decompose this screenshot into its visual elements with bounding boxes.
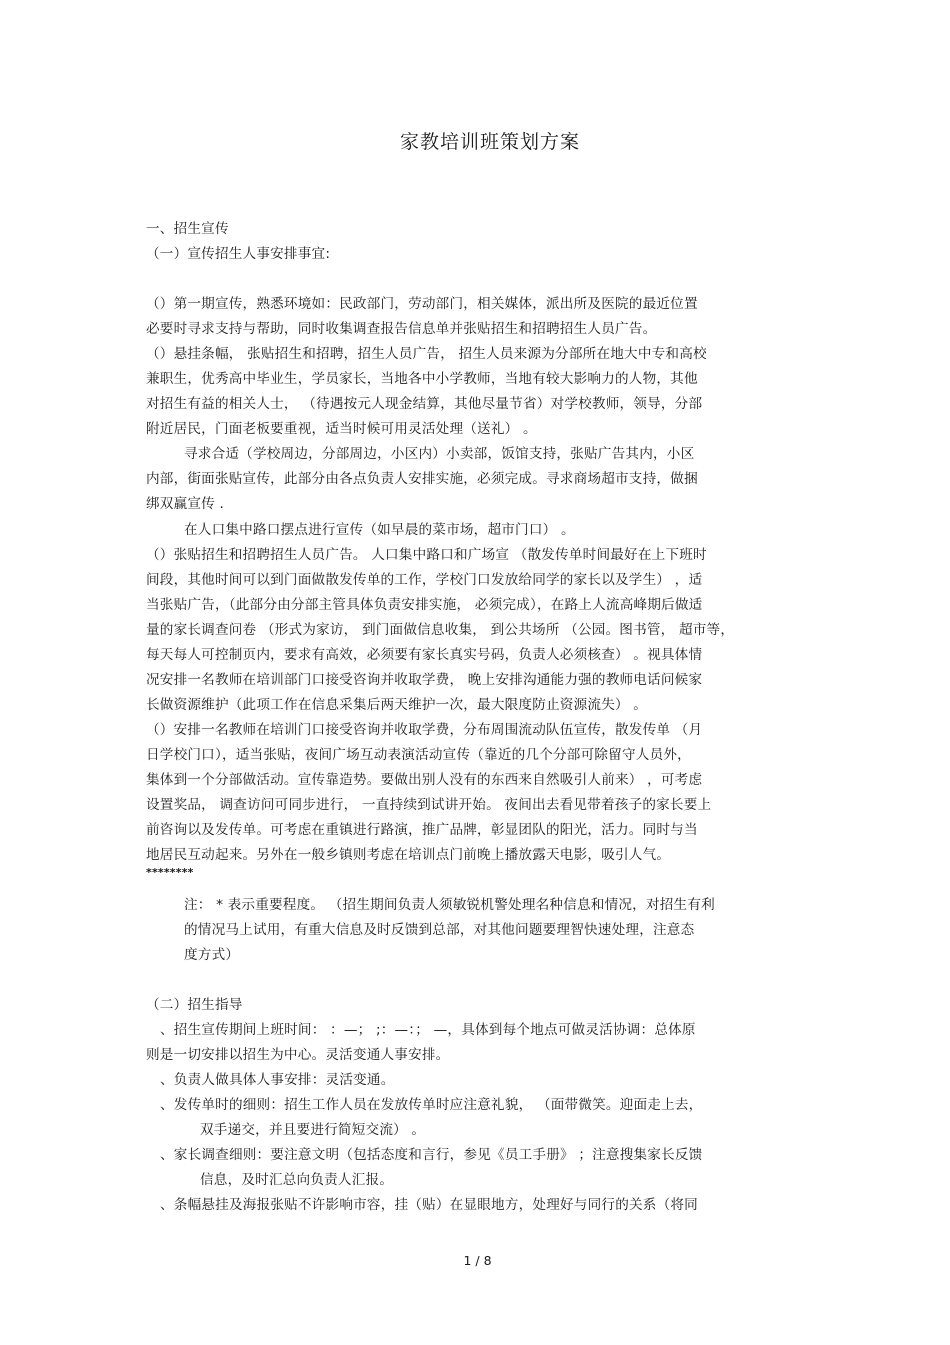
paragraph-line: 当张贴广告，（此部分由分部主管具体负责安排实施， 必须完成），在路上人流高峰期后做适 xyxy=(146,597,703,613)
paragraph-line: 绑双赢宣传 . xyxy=(146,496,225,512)
paragraph-line: 寻求合适（学校周边，分部周边，小区内）小卖部，饭馆支持，张贴广告其内，小区 xyxy=(184,446,695,462)
paragraph-line: 兼职生，优秀高中毕业生，学员家长，当地各中小学教师，当地有较大影响力的人物，其他 xyxy=(146,371,698,387)
paragraph-line: 日学校门口），适当张贴，夜间广场互动表演活动宣传（靠近的几个分部可除留守人员外， xyxy=(146,747,691,763)
paragraph-line: 对招生有益的相关人士， （待遇按元人现金结算，其他尽量节省）对学校教师，领导，分部 xyxy=(146,396,703,412)
paragraph-line: 内部，街面张贴宣传，此部分由各点负责人安排实施，必须完成。寻求商场超市支持，做捆 xyxy=(146,471,698,487)
list-item: 、负责人做具体人事安排：灵活变通。 xyxy=(160,1072,395,1088)
paragraph-line: 地居民互动起来。另外在一般乡镇则考虑在培训点门前晚上播放露天电影，吸引人气。 xyxy=(146,847,671,863)
list-item-continuation: 信息，及时汇总向负责人汇报。 xyxy=(200,1172,394,1188)
paragraph-line: 量的家长调查问卷 （形式为家访， 到门面做信息收集， 到公共场所 （公园。图书管， 超市等， xyxy=(146,622,735,638)
list-item: 、家长调查细则：要注意文明（包括态度和言行，参见《员工手册》 ；注意搜集家长反馈 xyxy=(160,1147,703,1163)
paragraph-line: 前咨询以及发传单。可考虑在重镇进行路演，推广品牌，彰显团队的阳光，活力。同时与当 xyxy=(146,822,698,838)
section-heading-1: 一、招生宣传 xyxy=(146,221,229,237)
note-line: 的情况马上试用，有重大信息及时反馈到总部，对其他问题要理智快速处理，注意态 xyxy=(184,922,695,938)
paragraph-line: 每天每人可控制页内，要求有高效，必须要有家长真实号码，负责人必须核查） 。视具体情 xyxy=(146,647,703,663)
paragraph-line: 长做资源维护（此项工作在信息采集后两天维护一次，最大限度防止资源流失） 。 xyxy=(146,697,648,713)
asterisk-divider: ******** xyxy=(146,866,194,879)
subsection-heading-2: （二）招生指导 xyxy=(146,997,243,1013)
list-item-continuation: 双手递交，并且要进行简短交流） 。 xyxy=(200,1122,426,1138)
list-item: 、条幅悬挂及海报张贴不许影响市容，挂（贴）在显眼地方，处理好与同行的关系（将同 xyxy=(160,1197,698,1213)
list-item-continuation: 则是一切安排以招生为中心。灵活变通人事安排。 xyxy=(146,1047,450,1063)
paragraph-line: （）第一期宣传，熟悉环境如：民政部门，劳动部门，相关媒体，派出所及医院的最近位置 xyxy=(146,296,698,312)
paragraph-line: 间段，其他时间可以到门面做散发传单的工作，学校门口发放给同学的家长以及学生） ，适 xyxy=(146,572,703,588)
paragraph-line: （）安排一名教师在培训门口接受咨询并收取学费，分布周围流动队伍宣传，散发传单 （月 xyxy=(146,722,703,738)
document-title: 家教培训班策划方案 xyxy=(399,131,580,153)
list-item: 、发传单时的细则：招生工作人员在发放传单时应注意礼貌， （面带微笑。迎面走上去， xyxy=(160,1097,703,1113)
subsection-heading-1: （一）宣传招生人事安排事宜: xyxy=(146,246,331,262)
paragraph-line: 附近居民，门面老板要重视，适当时候可用灵活处理（送礼） 。 xyxy=(146,421,537,437)
paragraph-line: 必要时寻求支持与帮助，同时收集调查报告信息单并张贴招生和招聘招生人员广告。 xyxy=(146,321,657,337)
paragraph-line: （）悬挂条幅， 张贴招生和招聘，招生人员广告， 招生人员来源为分部所在地大中专和高校 xyxy=(146,346,707,362)
paragraph-line: 况安排一名教师在培训部门口接受咨询并收取学费， 晚上安排沟通能力强的教师电话问候家 xyxy=(146,672,703,688)
paragraph-line: 设置奖品， 调查访问可同步进行， 一直持续到试讲开始。 夜间出去看见带着孩子的家长要上 xyxy=(146,797,712,813)
list-item: 、招生宣传期间上班时间： ：—； ;：—：； —，具体到每个地点可做灵活协调：总体原 xyxy=(160,1022,696,1038)
paragraph-line: （）张贴招生和招聘招生人员广告。 人口集中路口和广场宣 （散发传单时间最好在上下班时 xyxy=(146,547,707,563)
note-line: 注： * 表示重要程度。 （招生期间负责人须敏锐机警处理名种信息和情况，对招生有利 xyxy=(184,897,715,913)
note-line: 度方式） xyxy=(184,947,240,963)
page-number: 1 / 8 xyxy=(463,1253,492,1268)
paragraph-line: 在人口集中路口摆点进行宣传（如早晨的菜市场，超市门口） 。 xyxy=(184,522,575,538)
paragraph-line: 集体到一个分部做活动。宣传靠造势。要做出别人没有的东西来自然吸引人前来） ，可考虑 xyxy=(146,772,703,788)
